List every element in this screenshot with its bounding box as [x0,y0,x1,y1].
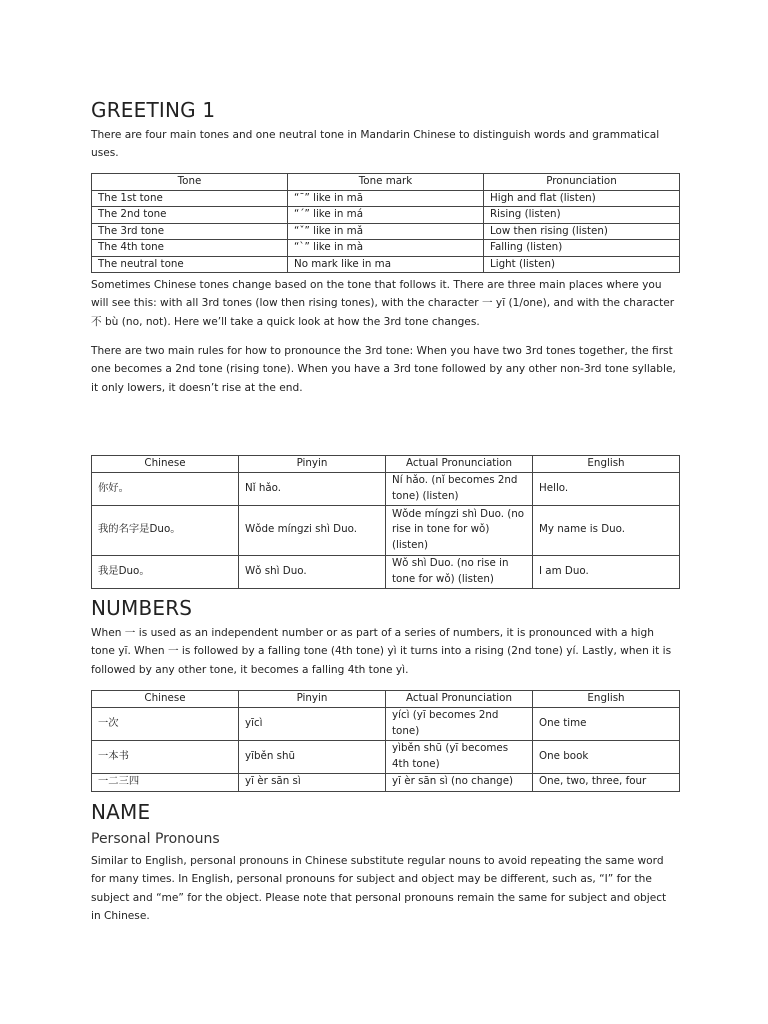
actual-pronunciation-cell: Wǒde míngzi shì Duo. (no rise in tone for wǒ) (listen) [386,505,533,555]
tones-header-pronunciation: Pronunciation [484,174,680,191]
numbers-table [91,690,680,792]
tone-pronunciation: Low then rising (listen) [484,223,680,240]
chinese-cell: 一本书 [92,740,239,773]
pinyin-cell: Wǒ shì Duo. [239,555,386,588]
table-row [92,223,680,240]
examples-header-chinese: Chinese [92,456,239,473]
chinese-cell: 你好。 [92,472,239,505]
table-row [92,555,680,588]
numbers-header-chinese: Chinese [92,691,239,708]
tone-pronunciation: Light (listen) [484,256,680,273]
numbers-paragraph: When 一 is used as an independent number or as part of a series of numbers, it is pronounced with a high tone yī. When 一 is followed by a falling tone (4th tone) yì it turns into a rising (2nd tone) yí. Lastly, when it is followed by any other tone, it becomes a falling 4th tone yì. [91,627,672,676]
table-row [92,190,680,207]
numbers-header-row [92,691,680,708]
tone-pronunciation: Falling (listen) [484,240,680,257]
tone-changes-paragraph: Sometimes Chinese tones change based on the tone that follows it. There are three main places where you will see this: with all 3rd tones (low then rising tones), with the character 一 yī (1/one), and with the character 不 bù (no, not). Here we’ll take a quick look at how the 3rd tone changes. [91,279,675,328]
tone-mark: “ˊ” like in má [288,207,484,224]
chinese-cell: 一次 [92,707,239,740]
name-heading: NAME [91,800,151,824]
numbers-heading: NUMBERS [91,596,193,620]
tones-header-tone: Tone [92,174,288,191]
tones-header-row [92,174,680,191]
english-cell: Hello. [533,472,680,505]
table-row [92,240,680,257]
english-cell: I am Duo. [533,555,680,588]
tone-pronunciation: Rising (listen) [484,207,680,224]
tone-mark: “ˉ” like in mā [288,190,484,207]
examples-header-pinyin: Pinyin [239,456,386,473]
tone-name: The 1st tone [92,190,288,207]
personal-pronouns-subheading: Personal Pronouns [91,831,220,847]
actual-pronunciation-cell: yìběn shū (yī becomes 4th tone) [386,740,533,773]
tone-name: The 3rd tone [92,223,288,240]
tone-name: The neutral tone [92,256,288,273]
personal-pronouns-paragraph: Similar to English, personal pronouns in Chinese substitute regular nouns to avoid repeating the same word for many times. In English, personal pronouns for subject and object may be different, such as, “I” for the subject and “me” for the object. Please note that personal pronouns remain the same for subject and object in Chinese. [91,855,667,922]
english-cell: One time [533,707,680,740]
greeting-heading: GREETING 1 [91,98,216,122]
numbers-header-actual: Actual Pronunciation [386,691,533,708]
actual-pronunciation-cell: yī èr sān sì (no change) [386,773,533,791]
table-row [92,472,680,505]
chinese-cell: 我的名字是Duo。 [92,505,239,555]
numbers-header-english: English [533,691,680,708]
tone-mark: No mark like in ma [288,256,484,273]
examples-header-actual: Actual Pronunciation [386,456,533,473]
tone-name: The 2nd tone [92,207,288,224]
table-row [92,707,680,740]
tone-name: The 4th tone [92,240,288,257]
tone-mark: “ˋ” like in mà [288,240,484,257]
actual-pronunciation-cell: Wǒ shì Duo. (no rise in tone for wǒ) (listen) [386,555,533,588]
actual-pronunciation-cell: Ní hǎo. (nǐ becomes 2nd tone) (listen) [386,472,533,505]
third-tone-rules-paragraph: There are two main rules for how to pronounce the 3rd tone: When you have two 3rd tones together, the first one becomes a 2nd tone (rising tone). When you have a 3rd tone followed by any other non-3rd tone syllable, it only lowers, it doesn’t rise at the end. [91,345,676,394]
chinese-cell: 我是Duo。 [92,555,239,588]
pinyin-cell: yīcì [239,707,386,740]
table-row [92,505,680,555]
english-cell: My name is Duo. [533,505,680,555]
examples-header-english: English [533,456,680,473]
greeting-intro: There are four main tones and one neutral tone in Mandarin Chinese to distinguish words and grammatical uses. [91,129,660,160]
english-cell: One book [533,740,680,773]
pinyin-cell: Wǒde míngzi shì Duo. [239,505,386,555]
tone-mark: “ˇ” like in mǎ [288,223,484,240]
table-row [92,740,680,773]
tones-header-mark: Tone mark [288,174,484,191]
tone-pronunciation: High and flat (listen) [484,190,680,207]
pinyin-cell: Nǐ hǎo. [239,472,386,505]
third-tone-examples-table [91,455,680,589]
table-row [92,256,680,273]
numbers-header-pinyin: Pinyin [239,691,386,708]
actual-pronunciation-cell: yícì (yī becomes 2nd tone) [386,707,533,740]
tones-table [91,173,680,273]
pinyin-cell: yī èr sān sì [239,773,386,791]
pinyin-cell: yīběn shū [239,740,386,773]
english-cell: One, two, three, four [533,773,680,791]
table-row [92,207,680,224]
examples-header-row [92,456,680,473]
chinese-cell: 一二三四 [92,773,239,791]
table-row [92,773,680,791]
